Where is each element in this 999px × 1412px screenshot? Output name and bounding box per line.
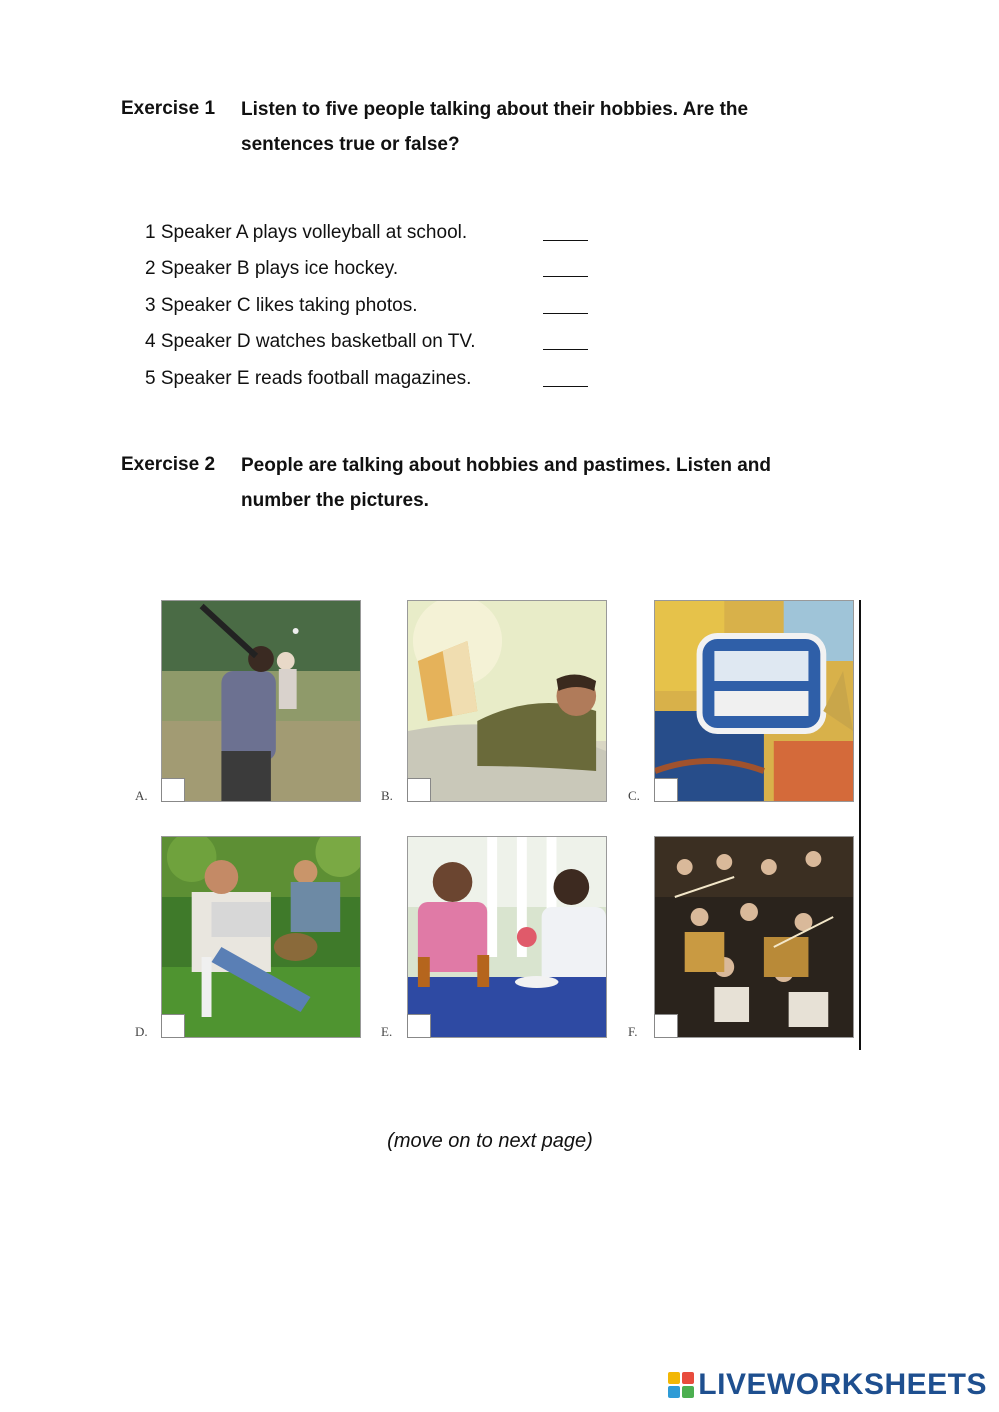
exercise-2-instruction: People are talking about hobbies and pastimes. Listen and number the pictures. — [241, 455, 771, 511]
picture-letter: D. — [135, 1024, 148, 1039]
picture-letter: F. — [628, 1024, 638, 1039]
answer-blank[interactable] — [543, 333, 588, 350]
orchestra-photo — [654, 836, 854, 1038]
picture-eating-out — [381, 836, 607, 1039]
exercise-1-label: Exercise 1 — [121, 98, 216, 119]
picture-letter: E. — [381, 1024, 393, 1039]
picture-baseball — [135, 600, 361, 803]
item-text: 3 Speaker C likes taking photos. — [145, 294, 418, 316]
list-item — [145, 293, 605, 329]
list-item — [145, 329, 605, 365]
answer-blank[interactable] — [543, 260, 588, 277]
stamps-photo — [654, 600, 854, 802]
picture-answer-box[interactable] — [407, 778, 431, 802]
picture-stamps — [628, 600, 854, 803]
reading-photo — [407, 600, 607, 802]
eating-out-photo — [407, 836, 607, 1038]
brand-name: LIVEWORKSHEETS — [698, 1368, 987, 1401]
picture-letter: C. — [628, 788, 640, 803]
picture-gardening — [135, 836, 361, 1039]
answer-blank[interactable] — [543, 297, 588, 314]
picture-answer-box[interactable] — [654, 1014, 678, 1038]
scan-edge-line — [859, 600, 861, 1050]
brand-logo — [668, 1368, 987, 1402]
item-text: 2 Speaker B plays ice hockey. — [145, 258, 399, 280]
picture-letter: B. — [381, 788, 393, 803]
item-text: 5 Speaker E reads football magazines. — [145, 367, 472, 389]
list-item — [145, 220, 605, 256]
exercise-1-instruction: Listen to five people talking about their hobbies. Are the sentences true or false? — [241, 99, 749, 155]
list-item — [145, 256, 605, 292]
picture-answer-box[interactable] — [407, 1014, 431, 1038]
gardening-photo — [161, 836, 361, 1038]
picture-reading — [381, 600, 607, 803]
baseball-photo — [161, 600, 361, 802]
picture-grid — [133, 588, 863, 1050]
picture-orchestra — [628, 836, 854, 1039]
exercise-1-item-list — [145, 220, 605, 402]
picture-answer-box[interactable] — [654, 778, 678, 802]
item-text: 1 Speaker A plays volleyball at school. — [145, 222, 468, 243]
exercise-2-label: Exercise 2 — [121, 454, 216, 475]
item-text: 4 Speaker D watches basketball on TV. — [145, 331, 476, 353]
liveworksheets-logo-icon — [668, 1372, 694, 1398]
footer-note: (move on to next page) — [387, 1130, 593, 1152]
answer-blank[interactable] — [543, 370, 588, 387]
picture-answer-box[interactable] — [161, 778, 185, 802]
picture-letter: A. — [135, 788, 148, 803]
answer-blank[interactable] — [543, 224, 588, 241]
picture-answer-box[interactable] — [161, 1014, 185, 1038]
list-item — [145, 366, 605, 402]
